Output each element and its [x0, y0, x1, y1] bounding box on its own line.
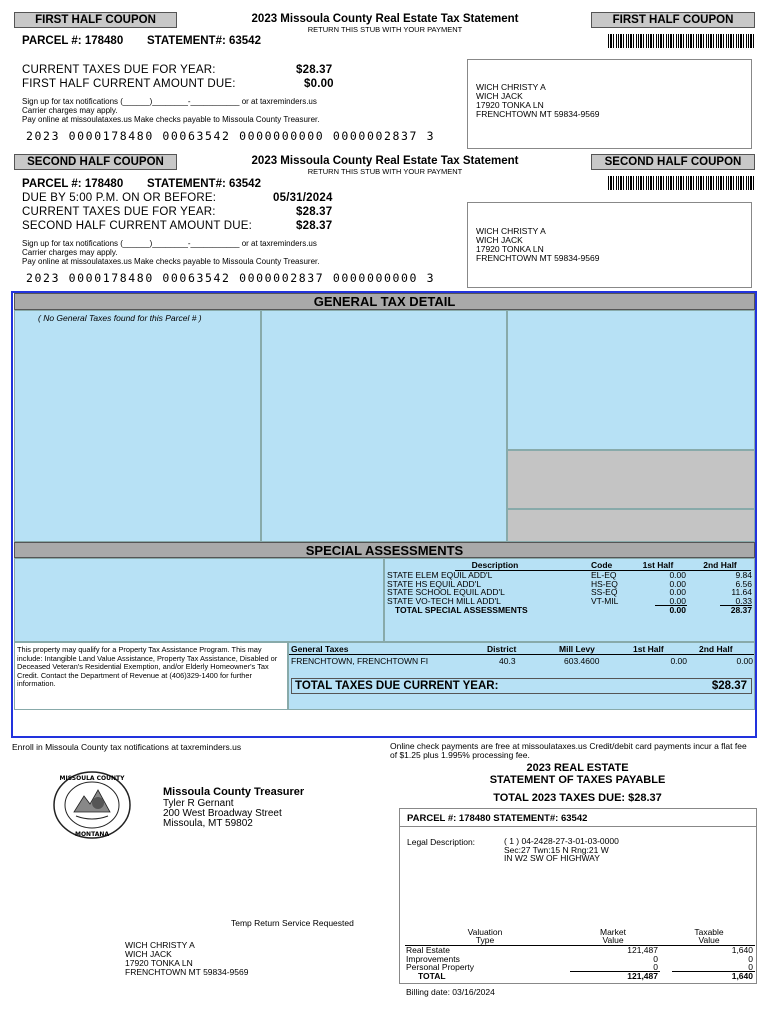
- special-row-h1: 0.00: [669, 587, 686, 597]
- gt-header-h2: 2nd Half: [699, 644, 733, 654]
- val-total-label: TOTAL: [418, 971, 446, 981]
- gt-row-label: FRENCHTOWN, FRENCHTOWN FI: [291, 656, 429, 666]
- first-addr-line4: FRENCHTOWN MT 59834-9569: [476, 109, 600, 119]
- first-addr-line3: 17920 TONKA LN: [476, 100, 544, 110]
- second-scanline: 2023 0000178480 00063542 0000002837 0000000000 3: [26, 271, 436, 285]
- second-row1-value: $28.37: [296, 206, 333, 218]
- gt-header-rule: [289, 654, 754, 655]
- treasurer-title: Missoula County Treasurer: [163, 786, 305, 798]
- gt-header-levy: Mill Levy: [559, 644, 595, 654]
- special-row-code: VT-MIL: [591, 595, 619, 606]
- val-row-type: Real Estate: [406, 945, 450, 955]
- assistance-note: This property may qualify for a Property Tax Assistance Program. This may include: Intangible Land Value Assistance, Property Tax Assistance, Disabled or Deceased Veteran's Residential Exemption, and/or Elderly Homeowner's Tax Credit. Contact the Department of Revenue at (406)329-1400 for further information.: [17, 645, 278, 688]
- gt-total-label: TOTAL TAXES DUE CURRENT YEAR:: [295, 680, 499, 692]
- mail-addr-line4: FRENCHTOWN MT 59834-9569: [125, 967, 249, 977]
- special-row-desc: STATE SCHOOL EQUIL ADD'L: [387, 587, 505, 597]
- mkt-header-1: Market: [600, 927, 626, 937]
- second-due-value: 05/31/2024: [273, 192, 333, 204]
- gt-row-levy: 603.4600: [564, 656, 600, 666]
- treasurer-address-1: 200 West Broadway Street: [163, 808, 282, 819]
- mkt-header-2: Value: [602, 935, 624, 945]
- special-row-h2: 11.64: [731, 587, 752, 597]
- special-row-h1: 0.00: [669, 595, 686, 606]
- mail-addr-line3: 17920 TONKA LN: [125, 958, 193, 968]
- second-pay-online: Pay online at missoulataxes.us Make checks payable to Missoula County Treasurer.: [22, 257, 320, 266]
- first-addr-line1: WICH CHRISTY A: [476, 82, 546, 92]
- special-row-h1: 0.00: [669, 578, 686, 589]
- special-row-code: HS-EQ: [591, 578, 618, 589]
- statement-title-2: STATEMENT OF TAXES PAYABLE: [489, 774, 666, 786]
- no-general-taxes-note: ( No General Taxes found for this Parcel # ): [38, 313, 202, 323]
- val-row-taxable: 1,640: [731, 945, 753, 955]
- temp-return-note: Temp Return Service Requested: [231, 918, 354, 928]
- val-row-market: 0: [653, 962, 658, 972]
- legal-label: Legal Description:: [407, 837, 476, 847]
- mail-addr-line2: WICH JACK: [125, 949, 172, 959]
- special-header-h1: 1st Half: [642, 560, 674, 570]
- parcel-line: PARCEL #: 178480 STATEMENT#: 63542: [407, 813, 588, 824]
- second-addr-line1: WICH CHRISTY A: [476, 226, 546, 236]
- first-notify: Sign up for tax notifications (______)________-___________ or at taxreminders.us: [22, 97, 317, 106]
- tax-header-2: Value: [698, 935, 720, 945]
- val-header-2: Type: [475, 935, 495, 945]
- general-col-2: [261, 310, 507, 542]
- second-coupon-statement: STATEMENT#: 63542: [147, 178, 261, 190]
- first-row2-label: FIRST HALF CURRENT AMOUNT DUE:: [22, 78, 236, 90]
- special-table: [384, 558, 755, 642]
- second-coupon-title: 2023 Missoula County Real Estate Tax Statement: [251, 155, 519, 167]
- special-row-desc: STATE HS EQUIL ADD'L: [387, 578, 482, 589]
- second-half-tag-left: SECOND HALF COUPON: [14, 154, 177, 170]
- first-half-tag-right: FIRST HALF COUPON: [591, 12, 755, 28]
- val-total-market: 121,487: [627, 971, 658, 981]
- statement-title-1: 2023 REAL ESTATE: [526, 762, 629, 774]
- gt-row-h2: 0.00: [736, 656, 753, 666]
- second-address-box: [467, 202, 752, 288]
- first-coupon-statement: STATEMENT#: 63542: [147, 35, 261, 47]
- val-row-taxable: 0: [748, 962, 753, 972]
- second-coupon-subtitle: RETURN THIS STUB WITH YOUR PAYMENT: [307, 167, 463, 176]
- county-seal-logo: [52, 770, 132, 840]
- special-row-h2: 6.56: [735, 578, 752, 589]
- seal-bottom-text: MONTANA: [74, 831, 110, 838]
- second-addr-line2: WICH JACK: [476, 235, 523, 245]
- gt-header-h1: 1st Half: [633, 644, 664, 654]
- first-coupon-parcel: PARCEL #: 178480: [22, 35, 124, 47]
- enroll-note: Enroll in Missoula County tax notifications at taxreminders.us: [12, 742, 242, 752]
- second-addr-line3: 17920 TONKA LN: [476, 244, 544, 254]
- parcel-line-row: [400, 809, 756, 827]
- first-coupon-title: 2023 Missoula County Real Estate Tax Statement: [251, 13, 519, 25]
- special-total-h2: 28.37: [730, 605, 752, 615]
- special-header-code: Code: [591, 560, 613, 570]
- second-addr-line4: FRENCHTOWN MT 59834-9569: [476, 253, 600, 263]
- second-row2-value: $28.37: [296, 220, 333, 232]
- first-row1-value: $28.37: [296, 64, 333, 76]
- first-carrier: Carrier charges may apply.: [22, 106, 118, 115]
- treasurer-name: Tyler R Gernant: [163, 798, 234, 809]
- special-assessments-heading: SPECIAL ASSESSMENTS: [14, 542, 755, 558]
- tax-header-1: Taxable: [694, 927, 724, 937]
- special-row-desc: STATE ELEM EQUIL ADD'L: [387, 570, 493, 580]
- general-taxes-table: [288, 642, 755, 710]
- first-row1-label: CURRENT TAXES DUE FOR YEAR:: [22, 64, 216, 76]
- first-half-tag-left: FIRST HALF COUPON: [14, 12, 177, 28]
- general-col-3: [507, 310, 755, 450]
- legal-line-2: Sec:27 Twn:15 N Rng:21 W: [504, 844, 609, 855]
- special-row-h2: 0.33: [735, 595, 752, 606]
- second-row2-label: SECOND HALF CURRENT AMOUNT DUE:: [22, 220, 253, 232]
- special-row-desc: STATE VO-TECH MILL ADD'L: [387, 595, 501, 606]
- second-half-tag-right: SECOND HALF COUPON: [591, 154, 755, 170]
- billing-date: Billing date: 03/16/2024: [406, 987, 495, 997]
- general-col-3-gray-2: [507, 509, 755, 542]
- special-row-code: EL-EQ: [591, 570, 617, 580]
- val-row-market: 0: [653, 953, 658, 964]
- total-taxes-due: TOTAL 2023 TAXES DUE: $28.37: [493, 792, 662, 804]
- second-row1-label: CURRENT TAXES DUE FOR YEAR:: [22, 206, 216, 218]
- legal-line-1: ( 1 ) 04-2428-27-3-01-03-0000: [504, 836, 619, 846]
- special-total-label: TOTAL SPECIAL ASSESSMENTS: [395, 605, 528, 615]
- gt-total-value: $28.37: [711, 680, 747, 692]
- assistance-note-box: [14, 642, 288, 710]
- special-left-cell: [14, 558, 384, 642]
- first-address-box: [467, 59, 752, 149]
- special-header-h2: 2nd Half: [703, 560, 737, 570]
- mail-addr-line1: WICH CHRISTY A: [125, 940, 195, 950]
- second-coupon-parcel: PARCEL #: 178480: [22, 178, 124, 190]
- special-row-h2: 9.84: [735, 570, 752, 580]
- gt-header-label: General Taxes: [291, 644, 349, 654]
- gt-row-district: 40.3: [499, 656, 516, 666]
- online-payment-note: Online check payments are free at missoulataxes.us Credit/debit card payments incur a flat fee of $1.25 plus 1.995% processing fee.: [390, 741, 747, 760]
- first-scanline: 2023 0000178480 00063542 0000000000 0000002837 3: [26, 129, 436, 143]
- special-header-desc: Description: [471, 560, 519, 570]
- second-notify: Sign up for tax notifications (______)________-___________ or at taxreminders.us: [22, 239, 317, 248]
- first-coupon-subtitle: RETURN THIS STUB WITH YOUR PAYMENT: [307, 25, 463, 34]
- special-row-code: SS-EQ: [591, 587, 618, 597]
- first-pay-online: Pay online at missoulataxes.us Make checks payable to Missoula County Treasurer.: [22, 115, 320, 124]
- val-row-taxable: 0: [748, 953, 753, 964]
- legal-line-3: IN W2 SW OF HIGHWAY: [504, 853, 600, 863]
- general-tax-heading: GENERAL TAX DETAIL: [14, 293, 755, 310]
- gt-header-district: District: [487, 644, 517, 654]
- first-addr-line2: WICH JACK: [476, 91, 523, 101]
- second-carrier: Carrier charges may apply.: [22, 248, 118, 257]
- val-total-taxable: 1,640: [731, 971, 753, 981]
- second-due-label: DUE BY 5:00 P.M. ON OR BEFORE:: [22, 192, 217, 204]
- general-col-1: [14, 310, 261, 542]
- legal-desc: [504, 837, 619, 863]
- second-coupon-barcode: [608, 176, 754, 190]
- gt-total-box: [291, 678, 752, 694]
- val-row-market: 121,487: [627, 945, 658, 955]
- val-row-type: Personal Property: [406, 962, 475, 972]
- seal-top-text: MISSOULA COUNTY: [59, 775, 125, 782]
- general-col-3-gray-1: [507, 450, 755, 509]
- first-coupon-barcode: [608, 34, 754, 48]
- treasurer-address-2: Missoula, MT 59802: [163, 818, 253, 829]
- val-header-1: Valuation: [467, 927, 503, 937]
- gt-row-h1: 0.00: [670, 656, 687, 666]
- val-row-type: Improvements: [406, 953, 460, 964]
- special-row-h1: 0.00: [669, 570, 686, 580]
- special-total-h1: 0.00: [669, 605, 686, 615]
- first-row2-value: $0.00: [304, 78, 334, 90]
